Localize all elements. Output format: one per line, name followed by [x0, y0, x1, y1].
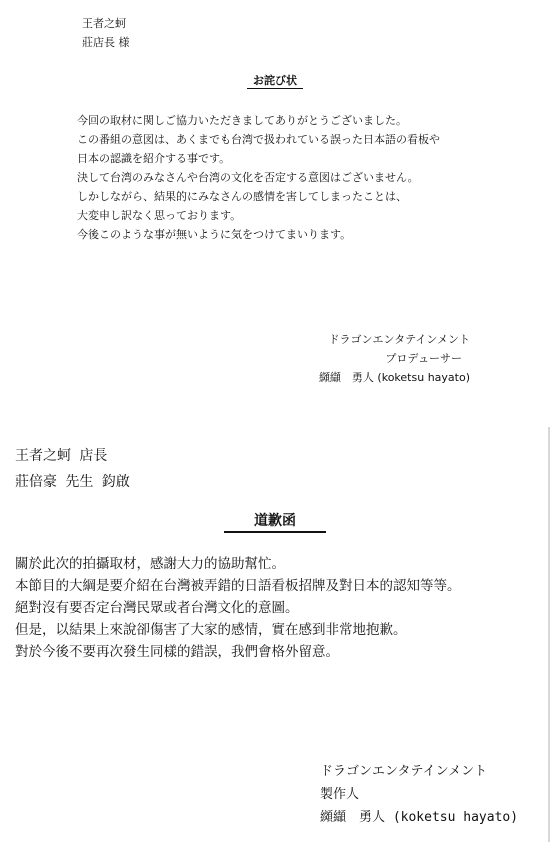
chinese-letter-body — [15, 553, 535, 663]
body-line: 日本の認識を紹介する事です。 — [77, 152, 231, 165]
chinese-signature — [320, 760, 518, 829]
body-line: 決して台湾のみなさんや台湾の文化を否定する意図はございません。 — [77, 171, 419, 184]
addressee-line: 莊倍豪 先生 鈞啟 — [15, 474, 130, 490]
signature-role: プロデューサー — [385, 352, 462, 365]
signature-role: 製作人 — [320, 787, 360, 802]
body-line: 今後このような事が無いように気をつけてまいります。 — [77, 228, 352, 241]
chinese-letter-title — [0, 510, 550, 532]
body-line: 本節目的大綱是要介紹在台灣被弄錯的日語看板招牌及對日本的認知等等。 — [15, 578, 461, 594]
chinese-apology-letter — [0, 405, 550, 842]
japanese-letter-title — [0, 71, 550, 90]
chinese-title-text: 道歉函 — [224, 513, 326, 533]
japanese-title-text: お詫び状 — [247, 74, 303, 89]
chinese-addressee — [15, 443, 130, 495]
body-line: 但是，以結果上來說卻傷害了大家的感情，實在感到非常地抱歉。 — [15, 622, 407, 638]
body-line: 絕對沒有要否定台灣民眾或者台灣文化的意圖。 — [15, 600, 299, 616]
japanese-addressee — [82, 14, 130, 52]
japanese-apology-letter — [0, 0, 550, 405]
body-line: 關於此次的拍攝取材，感謝大力的協助幫忙。 — [15, 556, 285, 572]
signature-company: ドラゴンエンタテインメント — [320, 764, 488, 779]
body-line: 今回の取材に関しご協力いただきましてありがとうございました。 — [77, 114, 407, 127]
body-line: この番組の意図は、あくまでも台湾で扱われている誤った日本語の看板や — [77, 133, 440, 146]
signature-name: 纐纈 勇人 (koketsu hayato) — [318, 371, 470, 384]
japanese-signature — [319, 330, 470, 387]
addressee-line: 莊店長 様 — [82, 36, 130, 49]
body-line: しかしながら、結果的にみなさんの感情を害してしまったことは、 — [77, 190, 407, 203]
body-line: 大変申し訳なく思っております。 — [77, 209, 242, 222]
addressee-line: 王者之蚵 — [82, 17, 126, 30]
japanese-letter-body — [77, 111, 440, 244]
addressee-line: 王者之蚵 店長 — [15, 448, 108, 464]
body-line: 對於今後不要再次發生同樣的錯誤，我們會格外留意。 — [15, 644, 339, 660]
signature-name: 纐纈 勇人 (koketsu hayato) — [320, 810, 519, 825]
signature-company: ドラゴンエンタテインメント — [328, 333, 470, 346]
